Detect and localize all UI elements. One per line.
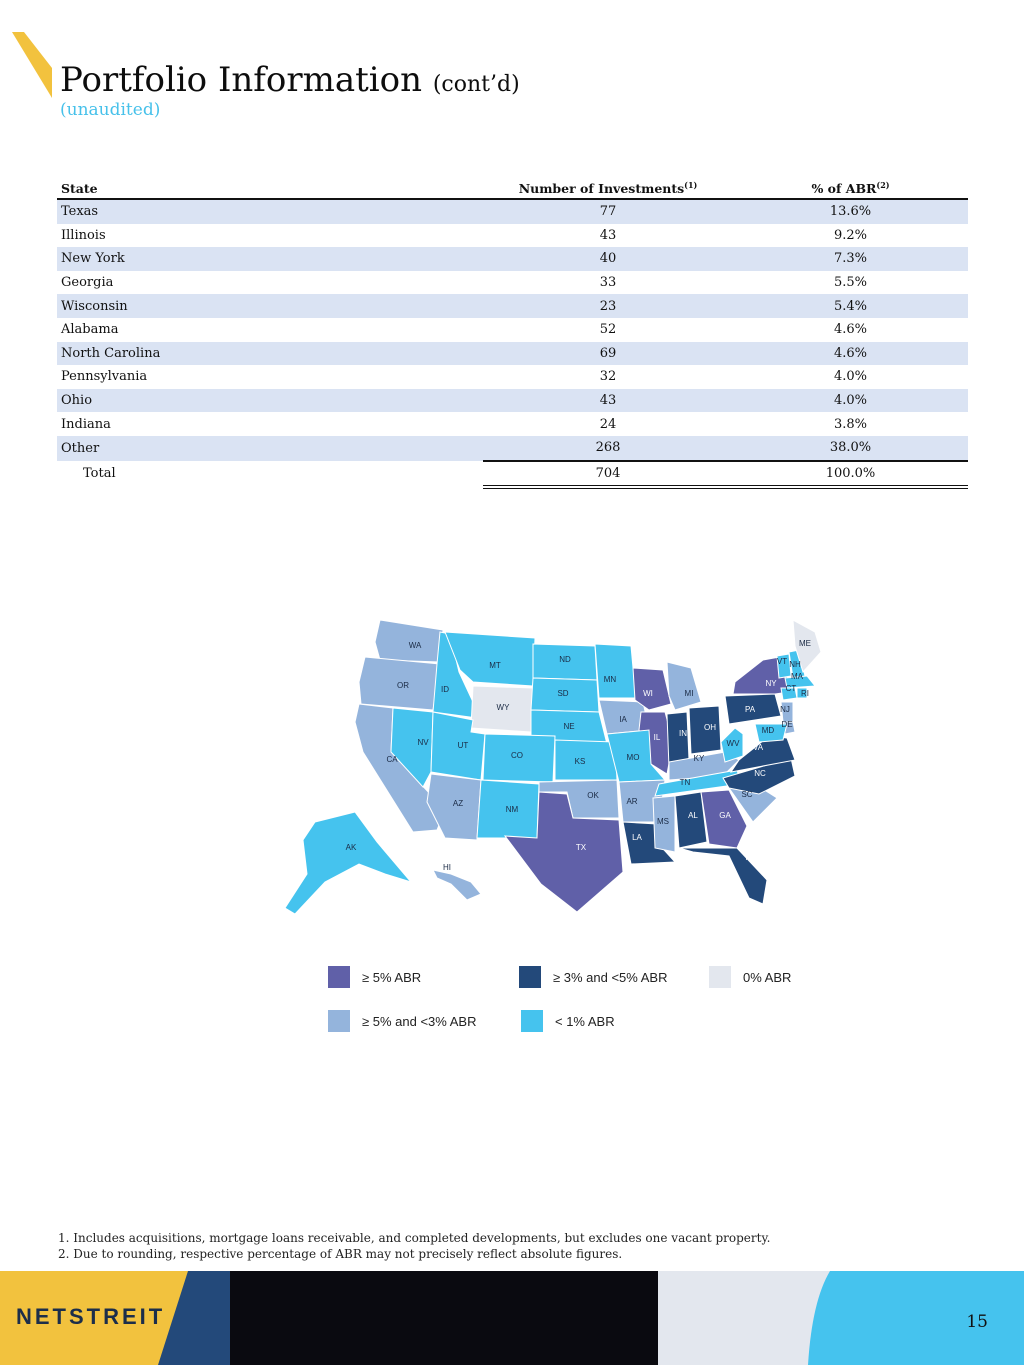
state-label-az: AZ: [452, 799, 464, 808]
state-label-de: DE: [781, 720, 793, 729]
footnote-ref-1: (1): [684, 179, 698, 190]
state-shape-ak: [285, 812, 411, 914]
legend-label: ≥ 5% and <3% ABR: [362, 1013, 477, 1029]
table-row: [57, 318, 968, 342]
legend-item-1to3: [328, 1010, 476, 1032]
table-row: [57, 436, 968, 461]
state-shape-hi: [433, 870, 481, 900]
legend-label: 0% ABR: [743, 969, 792, 985]
footnotes: [58, 1230, 770, 1262]
state-label-in: IN: [679, 729, 687, 738]
state-label-ut: UT: [457, 741, 469, 750]
legend-label: < 1% ABR: [555, 1013, 615, 1029]
state-label-wv: WV: [726, 739, 740, 748]
state-label-mn: MN: [603, 675, 617, 684]
state-label-tx: TX: [575, 843, 587, 852]
state-label-ks: KS: [574, 757, 586, 766]
abr-cell: 4.0%: [733, 389, 968, 413]
abr-cell: 3.8%: [833, 416, 868, 432]
abr-cell: 5.4%: [733, 294, 968, 318]
legend-swatch: [709, 966, 731, 988]
footnote-ref-2: (2): [876, 179, 890, 190]
state-label-ky: KY: [693, 754, 705, 763]
total-label: Total: [83, 466, 116, 482]
page-subtitle: (unaudited): [60, 100, 161, 120]
state-label-wy: WY: [496, 703, 510, 712]
page-number: 15: [966, 1312, 988, 1332]
state-label-nv: NV: [417, 738, 429, 747]
investments-cell: 23: [483, 294, 733, 318]
state-label-nj: NJ: [780, 705, 790, 714]
state-label-md: MD: [761, 726, 775, 735]
portfolio-state-table: [57, 178, 968, 489]
state-label-ga: GA: [719, 811, 731, 820]
state-cell: Wisconsin: [57, 294, 483, 318]
state-label-ar: AR: [626, 797, 638, 806]
investments-cell: 52: [599, 322, 617, 338]
state-column-header: State: [57, 178, 483, 199]
table-total-row: [57, 461, 968, 488]
state-label-oh: OH: [704, 723, 716, 732]
state-cell: Indiana: [61, 416, 111, 432]
state-label-mt: MT: [489, 661, 501, 670]
abr-column-header: % of ABR$^{(2)}$: [733, 178, 968, 199]
abr-cell: 5.5%: [833, 275, 868, 291]
state-label-tn: TN: [679, 778, 691, 787]
state-cell: Texas: [57, 199, 483, 224]
legend-label: ≥ 5% ABR: [362, 969, 422, 985]
state-cell: Illinois: [61, 227, 106, 243]
state-label-wi: WI: [643, 689, 653, 698]
footnote-2: 2. Due to rounding, respective percentage of ABR may not precisely reflect absolute figures.: [58, 1247, 623, 1261]
investments-cell: 33: [599, 275, 617, 291]
state-label-sc: SC: [741, 790, 753, 799]
state-label-ms: MS: [657, 817, 669, 826]
footnote-1: 1. Includes acquisitions, mortgage loans receivable, and completed developments, but excludes one vacant property.: [58, 1231, 771, 1245]
state-shape-ks: [555, 740, 617, 780]
state-label-nm: NM: [505, 805, 519, 814]
state-cell: Pennsylvania: [61, 369, 148, 385]
state-label-sd: SD: [557, 689, 569, 698]
legend-swatch: [521, 1010, 543, 1032]
state-label-ak: AK: [345, 843, 357, 852]
legend-swatch: [328, 1010, 350, 1032]
table-row: [57, 412, 968, 436]
state-label-me: ME: [799, 639, 811, 648]
legend-item-ge5: [328, 966, 421, 988]
state-label-ia: IA: [619, 715, 627, 724]
state-shape-mi: [667, 662, 701, 710]
investments-cell: 32: [599, 369, 617, 385]
state-cell: North Carolina: [57, 342, 483, 366]
page-title-main: Portfolio Information: [60, 60, 423, 100]
state-label-nd: ND: [559, 655, 571, 664]
us-state-abr-map: [255, 612, 825, 922]
abr-cell: 13.6%: [733, 199, 968, 224]
state-cell: Georgia: [61, 275, 114, 291]
title-accent-mark: [10, 30, 54, 100]
state-label-id: ID: [441, 685, 449, 694]
total-investments: 704: [483, 461, 733, 488]
abr-cell: 7.3%: [733, 247, 968, 271]
legend-item-3to5: [519, 966, 667, 988]
state-cell: Alabama: [61, 322, 119, 338]
state-label-pa: PA: [744, 705, 756, 714]
legend-swatch: [519, 966, 541, 988]
state-label-hi: HI: [443, 863, 451, 872]
state-label-co: CO: [511, 751, 523, 760]
abr-cell: 4.0%: [833, 369, 868, 385]
table-row: [57, 199, 968, 224]
investments-cell: 69: [483, 342, 733, 366]
company-logo: NETSTREIT: [16, 1304, 166, 1329]
table-row: [57, 224, 968, 248]
table-row: [57, 294, 968, 318]
investments-cell: 77: [483, 199, 733, 224]
table-row: [57, 247, 968, 271]
state-label-nc: NC: [754, 769, 766, 778]
state-label-ri: RI: [801, 689, 809, 698]
state-cell: New York: [57, 247, 483, 271]
state-label-al: AL: [688, 811, 698, 820]
abr-cell: 9.2%: [833, 227, 868, 243]
state-label-la: LA: [632, 833, 642, 842]
state-label-fl: FL: [745, 853, 755, 862]
investments-cell: 43: [599, 227, 617, 243]
abr-cell: 4.6%: [833, 322, 868, 338]
legend-swatch: [328, 966, 350, 988]
investments-cell: 24: [599, 416, 617, 432]
legend-item-lt1: [521, 1010, 615, 1032]
state-label-ne: NE: [563, 722, 575, 731]
investments-cell: 43: [483, 389, 733, 413]
state-label-vt: VT: [776, 657, 788, 666]
investments-column-header: Number of Investments$^{(1)}$: [483, 178, 733, 199]
legend-label: ≥ 3% and <5% ABR: [553, 969, 668, 985]
state-label-ca: CA: [386, 755, 398, 764]
state-label-ma: MA: [791, 672, 803, 681]
state-label-nh: NH: [789, 660, 801, 669]
investments-cell: 268: [483, 436, 733, 461]
state-label-mi: MI: [684, 689, 694, 698]
state-label-ok: OK: [587, 791, 599, 800]
table-row: [57, 342, 968, 366]
table-row: [57, 389, 968, 413]
page-title: [60, 60, 520, 100]
legend-item-zero: [709, 966, 791, 988]
investments-cell: 40: [483, 247, 733, 271]
state-label-ny: NY: [765, 679, 777, 688]
state-cell: Ohio: [57, 389, 483, 413]
abr-cell: 4.6%: [733, 342, 968, 366]
state-label-mo: MO: [626, 753, 640, 762]
abr-cell: 38.0%: [733, 436, 968, 461]
state-label-wa: WA: [408, 641, 422, 650]
state-label-or: OR: [397, 681, 409, 690]
page-title-suffix: (cont’d): [432, 72, 520, 97]
table-row: [57, 365, 968, 389]
state-label-va: VA: [752, 743, 764, 752]
table-row: [57, 271, 968, 295]
state-cell: Other: [57, 436, 483, 461]
total-abr: 100.0%: [733, 461, 968, 488]
state-label-il: IL: [653, 733, 661, 742]
state-label-ct: CT: [785, 684, 797, 693]
table-header-row: [57, 178, 968, 199]
